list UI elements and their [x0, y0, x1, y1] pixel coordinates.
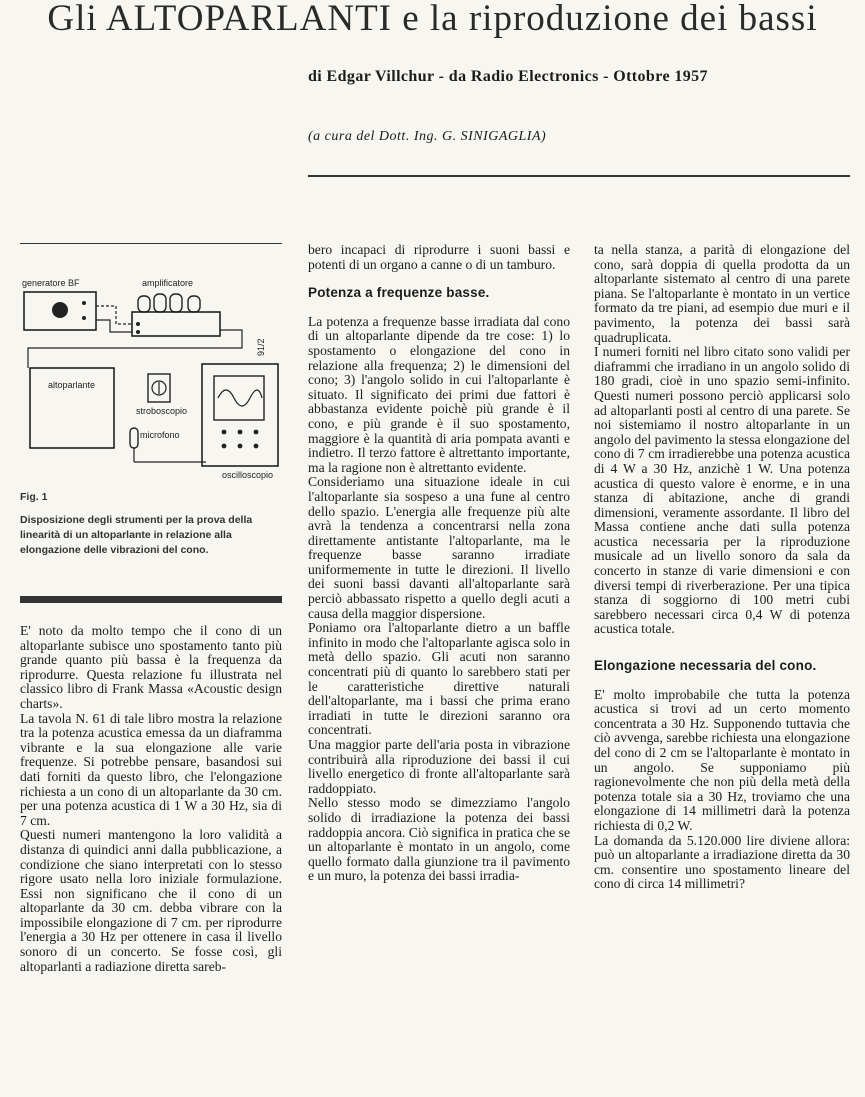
speaker-label: altoparlante	[48, 380, 96, 390]
article-title: Gli ALTOPARLANTI e la riproduzione dei bassi	[47, 0, 818, 39]
paragraph: E' noto da molto tempo che il cono di un altoparlante subisce uno spostamento tanto più grande quanto più bassa è la frequenza da riprodurre. Questa relazione fu illustrata nel classico libro di Frank Massa «Acoustic design charts».	[20, 623, 282, 711]
paragraph: La tavola N. 61 di tale libro mostra la relazione tra la potenza acustica emessa da un diaframma vibrante e la sua elongazione alle varie frequenze. Si potrebbe pensare, basandosi sui dati forniti da questo libro, che l'elongazione richiesta a un cono di un altoparlante da 30 cm. per una potenza acustica di 1 W a 30 Hz, sia di 7 cm.	[20, 710, 282, 828]
article-byline: di Edgar Villchur - da Radio Electronics - Ottobre 1957	[308, 68, 708, 85]
column-2	[308, 243, 570, 884]
generator-knob	[52, 302, 68, 318]
paragraph: La domanda da 5.120.000 lire diviene allora: può un altoparlante a irradiazione diretta da 30 cm. consentire uno spostamento lineare del cono di circa 14 millimetri?	[594, 832, 850, 892]
amplifier-label: amplificatore	[142, 278, 194, 288]
paragraph: I numeri forniti nel libro citato sono validi per diaframmi che irradiano in un angolo solido di 180 gradi, cioè in uno spazio semi-infinito. Questi numeri possono perciò applicarsi solo ad altoparlanti posti al centro di una parete. Se noi sistemiamo il nostro altoparlante in un angolo del pavimento la stessa elongazione del cono di 7 cm irradierebbe una potenza acustica di 4 W a 30 Hz, anzichè 1 W. Una potenza acustica di questo valore è enorme, e in una stanza di abitazione, anche di grandi dimensioni, veramente assordante. Il libro del Massa contiene anche dati sulla potenza acustica necessaria per la riproduzione musicale ad un livello sonoro da sala da concerto in stanze di varie dimensioni e con diversi tempi di riverberazione. Per una tipica stanza di soggiorno di 100 metri cubi sarebbero necessari circa 0,4 W di potenza acustica totale.	[594, 344, 850, 637]
column1-separator-bar	[20, 596, 282, 603]
article-curator: (a cura del Dott. Ing. G. SINIGAGLIA)	[308, 129, 547, 144]
generator-label: generatore BF	[22, 278, 80, 288]
figure-label: Fig. 1	[20, 491, 48, 503]
microphone-icon	[130, 428, 138, 448]
test-setup-diagram	[20, 272, 282, 482]
paragraph: Poniamo ora l'altoparlante dietro a un baffle infinito in modo che l'altoparlante agisca solo in metà dello spazio. Gli acuti non saranno concentrati più di quanto lo sarebbero stati per le caratteristiche direttive naturali dell'altoparlante, ma i bassi che prima erano irradiati in tutte le direzioni saranno ora concentrati.	[308, 620, 570, 738]
header-rule	[308, 175, 850, 177]
paragraph: Questi numeri mantengono la loro validità a distanza di quindici anni dalla pubblicazione, a condizione che siano interpretati con lo stesso rigore usato nella loro iniziale formulazione. Essi non significano che il cono di un altoparlante da 30 cm. debba vibrare con la impossibile elongazione di 7 cm. per riprodurre l'energia a 30 Hz per ottenere in casa il livello sonoro di un concerto. Se fosse così, gli altoparlanti a radiazione diretta sareb-	[20, 827, 282, 974]
paragraph: La potenza a frequenze basse irradiata dal cono di un altoparlante dipende da tre cose: 1) lo spostamento o elongazione del cono in relazione alla frequenza; 2) le dimensioni del cono; 3) l'angolo solido in cui l'altoparlante è situato. Il significato dei primi due fattori è abbastanza evidente poichè più grande è il cono, e più grande è il suo spostamento, maggiore è la quantità di aria pompata avanti e indietro. Il terzo fattore è altrettanto importante, ma la ragione non è altrettanto evidente.	[308, 313, 570, 475]
section-heading-cone-excursion: Elongazione necessaria del cono.	[594, 658, 817, 674]
paragraph: Una maggior parte dell'aria posta in vibrazione contribuirà alla riproduzione dei bassi il cui livello energetico di fronte all'altoparlante sarà raddoppiato.	[308, 737, 570, 796]
amplifier-box	[132, 312, 220, 336]
paragraph: E' molto improbabile che tutta la potenza acustica si trovi ad un certo momento concentrata a 30 Hz. Supponendo tuttavia che ciò avvenga, sarebbe richiesta una elongazione del cono di 2 cm se l'altoparlante è montato in un angolo. Se supponiamo più ragionevolmente che non più della metà della potenza totale sia a 30 Hz, troviamo che una elongazione di 14 millimetri darà la potenza richiesta di 0,2 W.	[594, 686, 850, 833]
oscilloscope-screen	[214, 376, 264, 420]
paragraph: ta nella stanza, a parità di elongazione del cono, sarà doppia di quella prodotta da un altoparlante sistemato al centro di una parete piana. Se l'altoparlante è montato in un vertice formato da tre piani, ad esempio due muri e il pavimento, la potenza dei bassi sarà quadruplicata.	[594, 242, 850, 345]
paragraph: Nello stesso modo se dimezziamo l'angolo solido di irradiazione la potenza dei bassi raddoppia ancora. Ciò significa in pratica che se un altoparlante è montato in un angolo, come quello formato dalla giunzione tra il pavimento e un muro, la potenza dei bassi irradia-	[308, 795, 570, 884]
column-1	[20, 624, 282, 974]
microphone-label: microfono	[140, 430, 180, 440]
figure-caption	[20, 490, 282, 558]
stroboscope-label: stroboscopio	[136, 406, 188, 416]
paragraph: Consideriamo una situazione ideale in cui l'altoparlante sia sospeso a una fune al centro dello spazio. L'energia alle frequenze più alte avrà la tendenza a concentrarsi nella zona direttamente antistante l'altoparlante, ma le frequenze basse saranno irradiate uniformemente in tutte le direzioni. Il livello dei suoni bassi davanti all'altoparlante sarà perciò abbassato rispetto a quello degli acuti a causa della maggior dispersione.	[308, 474, 570, 621]
paragraph: bero incapaci di riprodurre i suoni bassi e potenti di un organo a canne o di un tamburo.	[308, 242, 570, 272]
figure-caption-text: Disposizione degli strumenti per la prova della linearità di un altoparlante in relazione alla elongazione delle vibrazioni del cono.	[20, 514, 253, 556]
figure-side-mark: 91/2	[256, 338, 266, 356]
column1-top-rule	[20, 243, 282, 244]
oscilloscope-label: oscilloscopio	[222, 470, 274, 480]
section-heading-low-frequency-power: Potenza a frequenze basse.	[308, 285, 490, 301]
column-3	[594, 243, 850, 892]
